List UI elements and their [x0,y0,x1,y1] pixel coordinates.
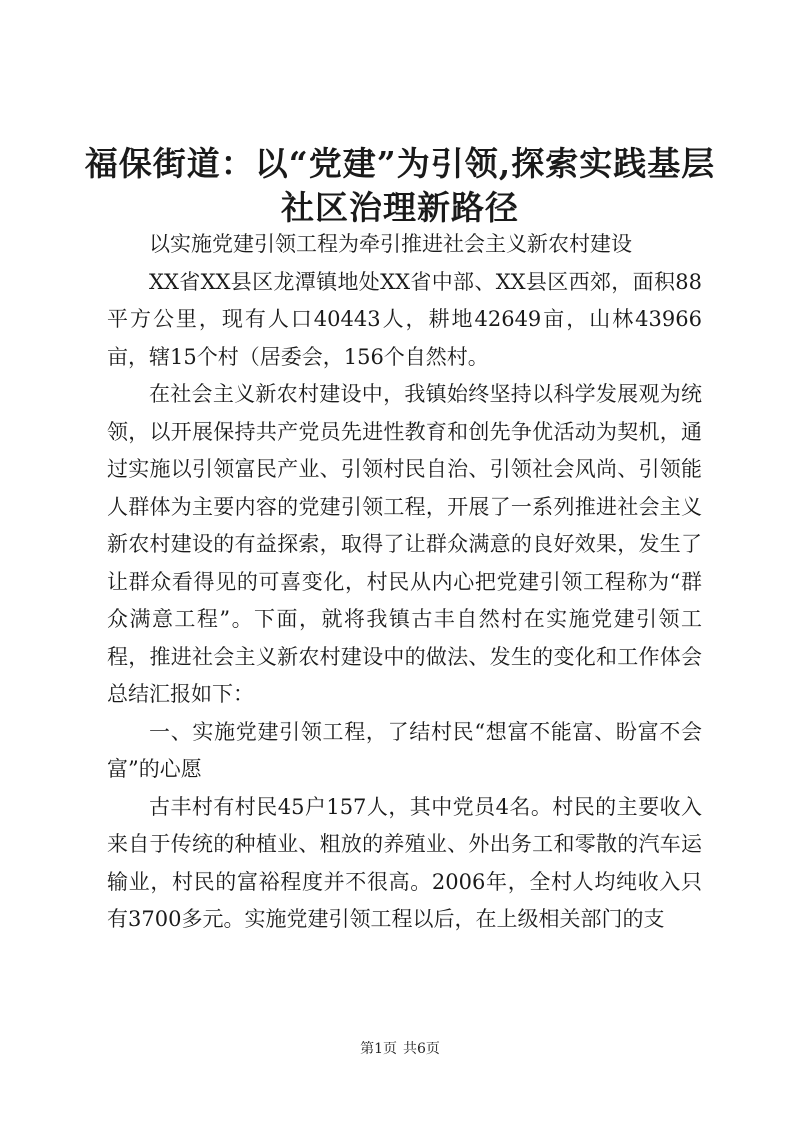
page-footer [0,1038,800,1058]
paragraph-introduction: 在社会主义新农村建设中，我镇始终坚持以科学发展观为统领，以开展保持共产党员先进性教育和创先争优活动为契机，通过实施以引领富民产业、引领村民自治、引领社会风尚、引领能人群体为主要内容的党建引领工程，开展了一系列推进社会主义新农村建设的有益探索，取得了让群众满意的良好效果，发生了让群众看得见的可喜变化，村民从内心把党建引领工程称为“群众满意工程”。下面，就将我镇古丰自然村在实施党建引领工程，推进社会主义新农村建设中的做法、发生的变化和工作体会总结汇报如下： [107,382,702,706]
page-total: 共6页 [403,1041,440,1057]
section-heading-1: 一、实施党建引领工程，了结村民“想富不能富、盼富不会富”的心愿 [107,719,702,781]
document-title-line-1: 福保街道：以“党建”为引领,探索实践基层 [84,144,716,183]
document-title-line-2: 社区治理新路径 [281,188,519,227]
paragraph-overview: XX省XX县区龙潭镇地处XX省中部、XX县区西郊，面积88平方公里，现有人口40443人，耕地42649亩，山林43966亩，辖15个村（居委会，156个自然村。 [107,269,702,369]
paragraph-subtitle: 以实施党建引领工程为牵引推进社会主义新农村建设 [149,232,632,256]
paragraph-gufeng-village: 古丰村有村民45户157人，其中党员4名。村民的主要收入来自于传统的种植业、粗放的养殖业、外出务工和零散的汽车运输业，村民的富裕程度并不很高。2006年，全村人均纯收入只有3700多元。实施党建引领工程以后，在上级相关部门的支 [107,794,702,931]
document-body [107,226,702,939]
page-number: 第1页 [360,1041,397,1057]
